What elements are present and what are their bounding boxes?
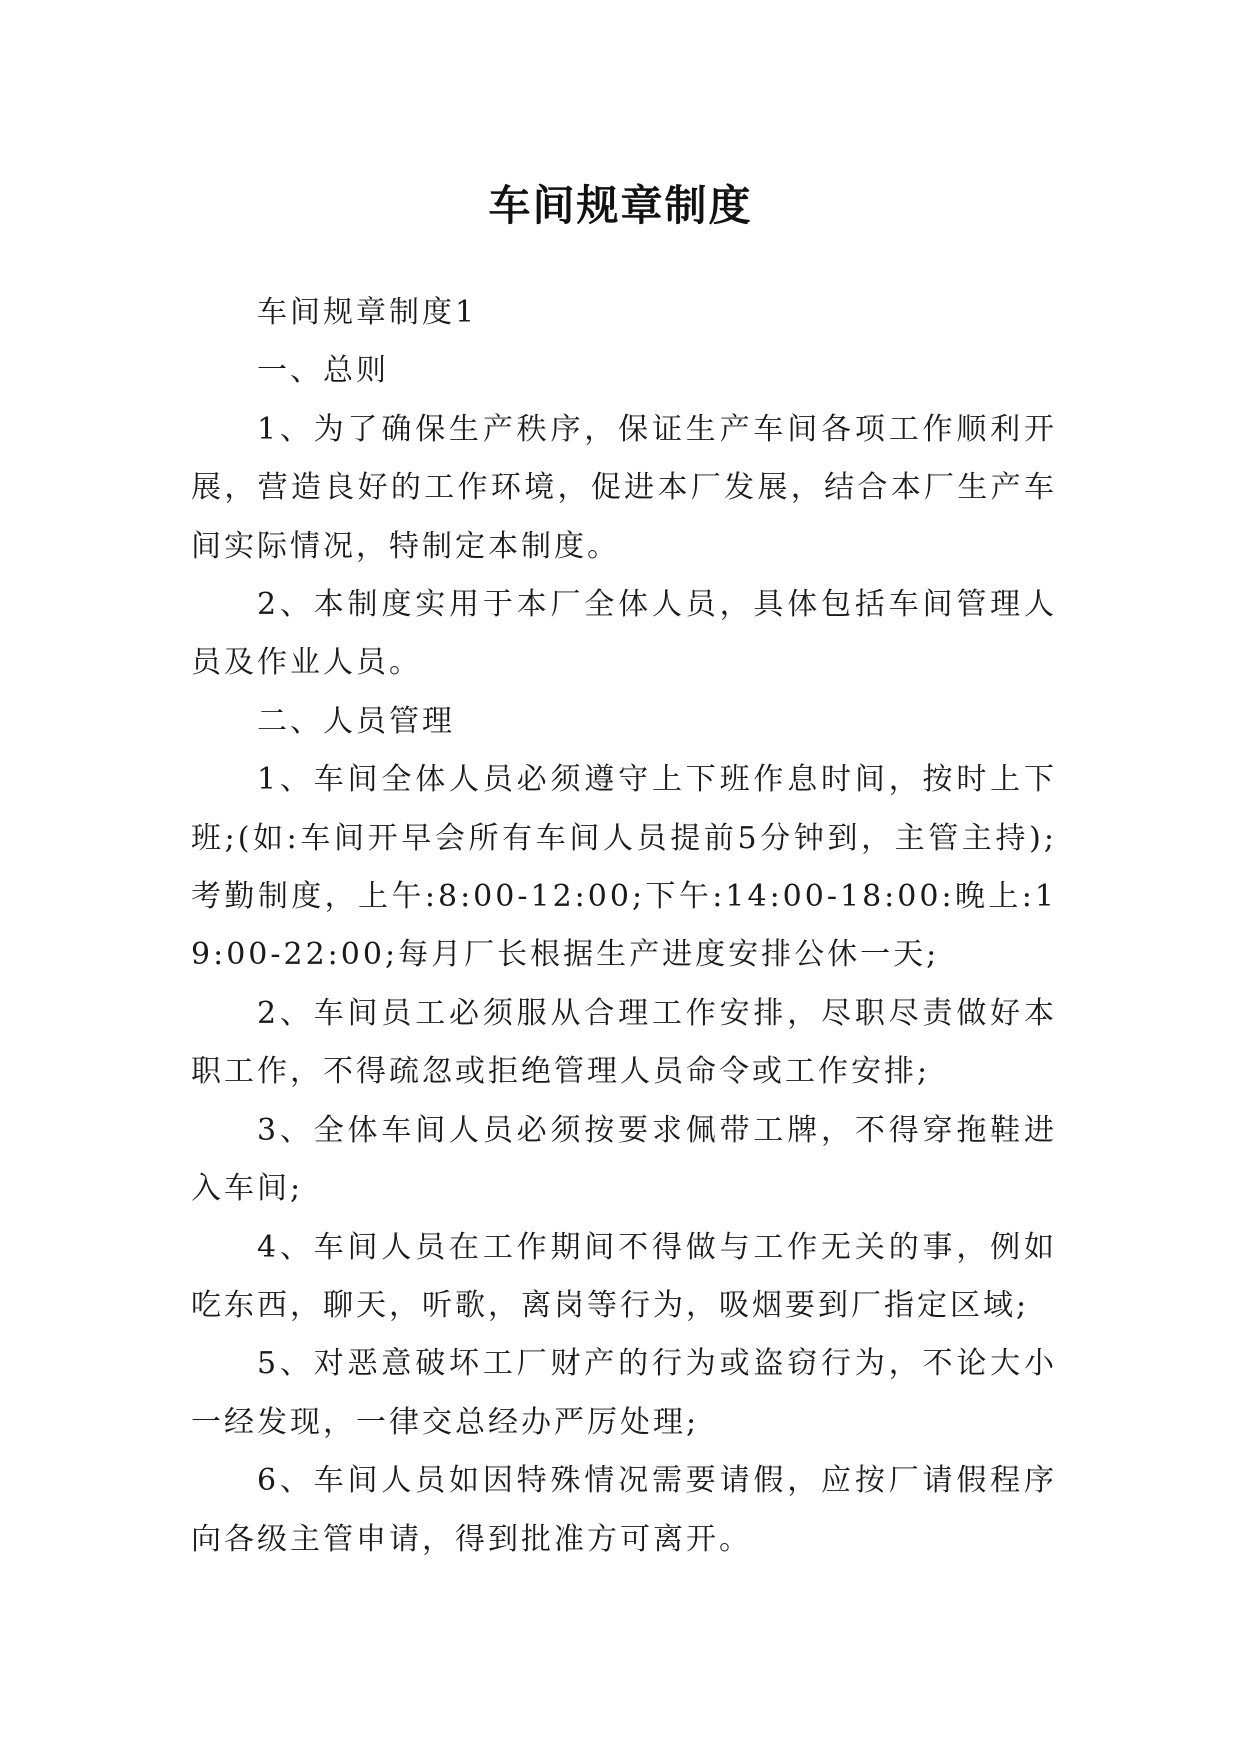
paragraph-personnel-5: 5、对恶意破坏工厂财产的行为或盗窃行为，不论大小一经发现，一律交总经办严厉处理;: [191, 1346, 1057, 1440]
paragraph-personnel-2: 2、车间员工必须服从合理工作安排，尽职尽责做好本职工作，不得疏忽或拒绝管理人员命令或工作安排;: [191, 995, 1057, 1090]
paragraph-general-2: 2、本制度实用于本厂全体人员，具体包括车间管理人员及作业人员。: [191, 587, 1057, 681]
paragraph-personnel-1: 1、车间全体人员必须遵守上下班作息时间，按时上下班;(如:车间开早会所有车间人员提前5分钟到，主管主持);考勤制度，上午:8:00-12:00;下午:14:00-18:00:晚上:19:00-22:00;每月厂长根据生产进度安排公休一天;: [191, 762, 1057, 973]
document-title: 车间规章制度: [488, 181, 753, 231]
paragraph-personnel-4: 4、车间人员在工作期间不得做与工作无关的事，例如吃东西，聊天，听歌，离岗等行为，吸烟要到厂指定区域;: [191, 1229, 1057, 1323]
heading-personnel-management: 二、人员管理: [257, 703, 455, 739]
document-body: [191, 284, 1057, 1569]
heading-general-provisions: 一、总则: [257, 353, 389, 389]
heading-section-number: 车间规章制度1: [257, 295, 478, 330]
paragraph-general-1: 1、为了确保生产秩序，保证生产车间各项工作顺利开展，营造良好的工作环境，促进本厂发展，结合本厂生产车间实际情况，特制定本制度。: [191, 411, 1057, 564]
paragraph-personnel-6: 6、车间人员如因特殊情况需要请假，应按厂请假程序向各级主管申请，得到批准方可离开。: [191, 1463, 1057, 1557]
paragraph-personnel-3: 3、全体车间人员必须按要求佩带工牌，不得穿拖鞋进入车间;: [191, 1112, 1057, 1207]
